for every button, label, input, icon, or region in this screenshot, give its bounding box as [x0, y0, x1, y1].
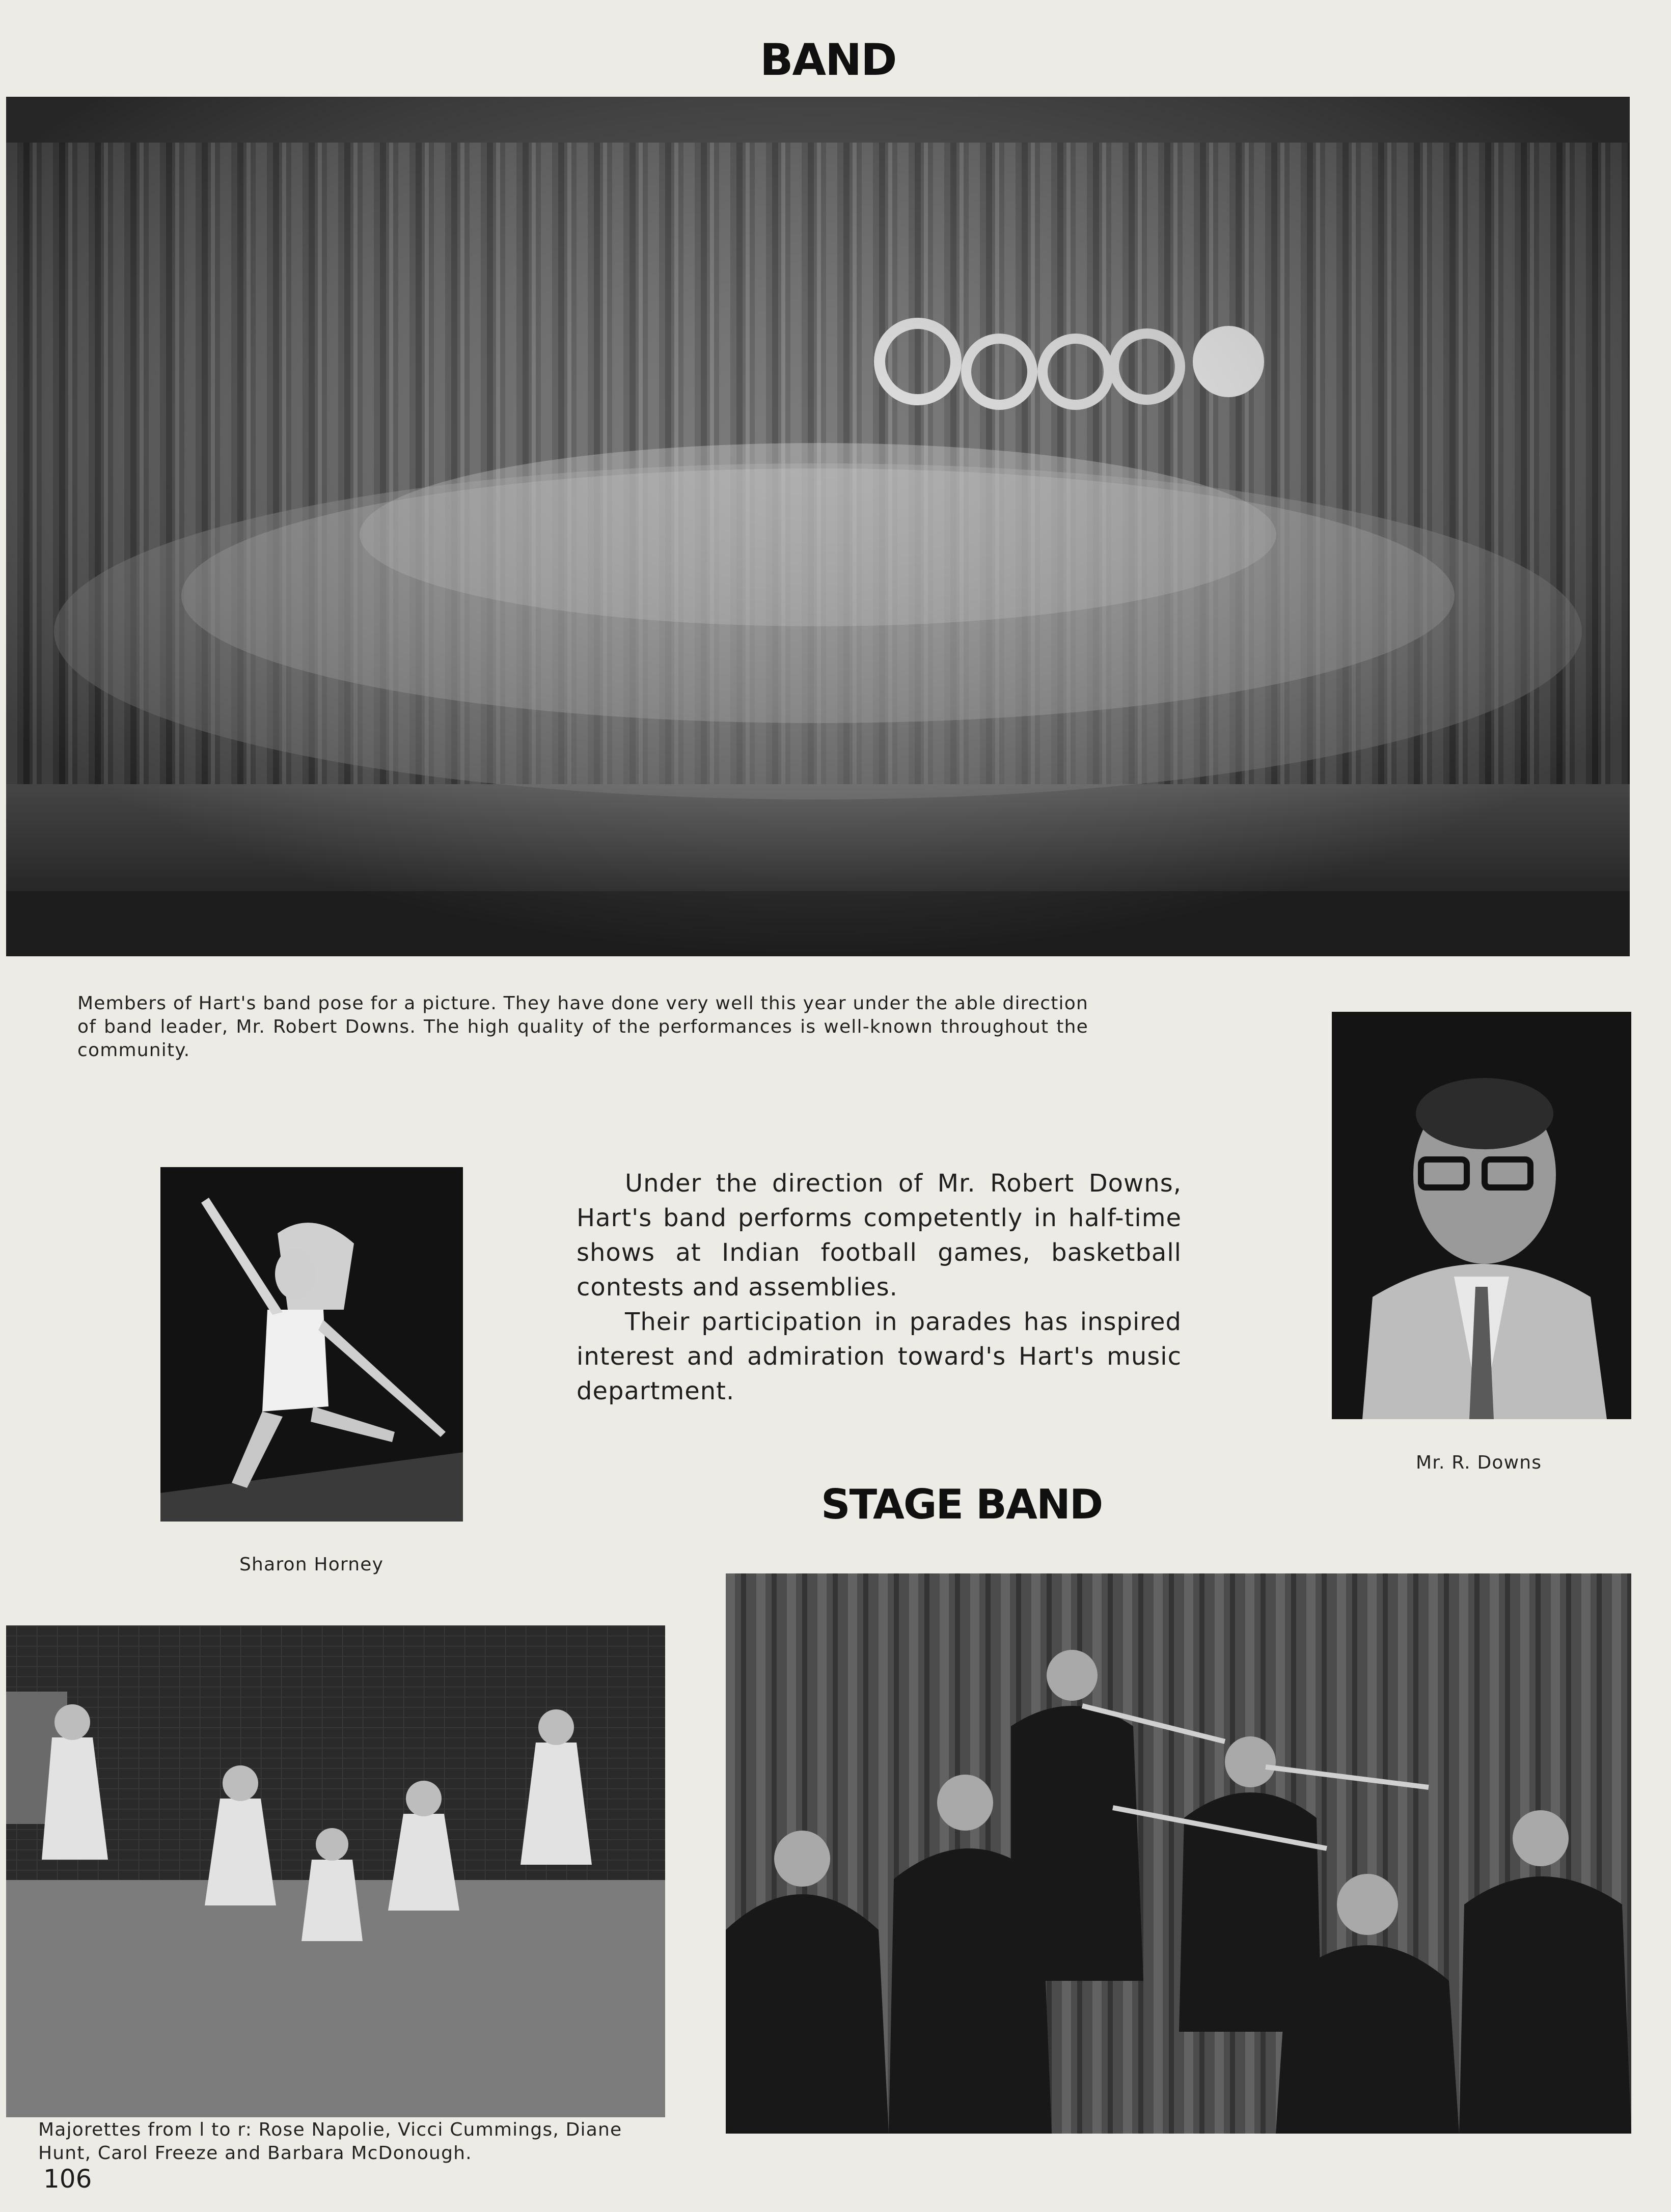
majorettes-photo: [6, 1625, 665, 2117]
body-paragraph-2: Their participation in parades has inspired interest and admiration toward's Hart's music department.: [577, 1308, 1182, 1405]
band-photo: [6, 97, 1630, 956]
sharon-horney-photo: [160, 1167, 463, 1522]
stage-band-heading: STAGE BAND: [821, 1481, 1103, 1528]
downs-caption: Mr. R. Downs: [1416, 1452, 1542, 1473]
page-number: 106: [43, 2164, 92, 2194]
body-text: [577, 1166, 1182, 1408]
stage-band-photo: [726, 1573, 1631, 2134]
downs-portrait: [1332, 1012, 1631, 1419]
page-title: BAND: [760, 35, 896, 86]
sharon-caption: Sharon Horney: [239, 1554, 384, 1575]
band-photo-caption: Members of Hart's band pose for a picture. They have done very well this year under the able direction of band leader, Mr. Robert Downs. The high quality of the performances is well-known throughout the community.: [77, 993, 1088, 1061]
body-paragraph-1: Under the direction of Mr. Robert Downs, Hart's band performs competently in half-time shows at Indian football games, basketball contests and assemblies.: [577, 1169, 1182, 1302]
majorettes-caption: Majorettes from l to r: Rose Napolie, Vicci Cummings, Diane Hunt, Carol Freeze and Barbara McDonough.: [38, 2119, 622, 2164]
